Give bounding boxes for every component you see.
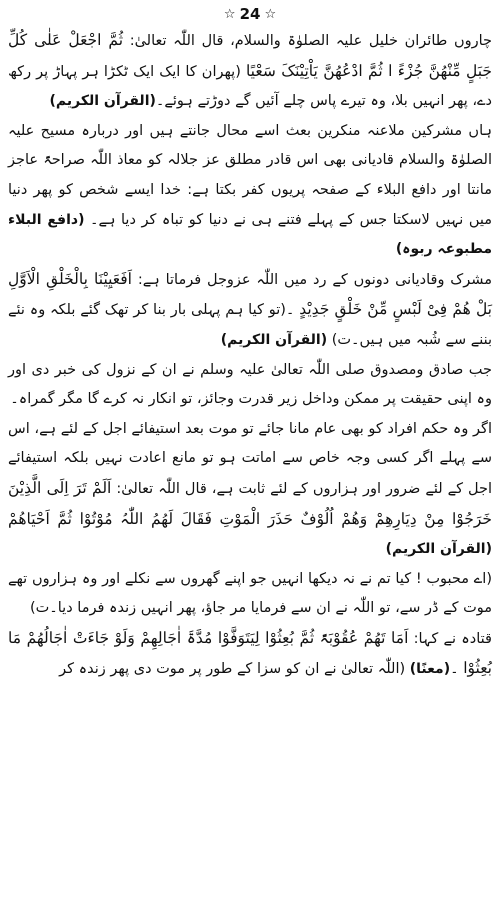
paragraph-p1 xyxy=(8,26,492,117)
star-icon: ☆ xyxy=(264,6,277,22)
paragraph-p2 xyxy=(8,117,492,265)
urdu-text: قتادہ نے کہا: xyxy=(408,630,492,647)
source-reference: (القرآن الکریم) xyxy=(385,541,492,558)
document-body xyxy=(6,26,494,685)
paragraph-p4 xyxy=(8,356,492,415)
urdu-text: (اے محبوب ! کیا تم نے نہ دیکھا انہیں جو اپنے گھروں سے نکلے اور وہ ہزاروں تھے موت کے ڈر سے، تو اللّٰہ نے ان سے فرمایا مر جاؤ، پھر انہیں زندہ فرما دیا۔ت) xyxy=(8,570,492,617)
source-reference: (القرآن الکریم) xyxy=(49,93,156,110)
paragraph-p5 xyxy=(8,415,492,565)
arabic-verse: اَمَا تَھُمْ عُقُوْبَۃً ثُمَّ بُعِثُوْا لِیَتَوَفَّوْا مُدَّۃَ اٰجَالِھِمْ وَلَوْ جَاءَتْ اٰجَالُھُمْ مَا بُعِثُوْا xyxy=(8,628,492,678)
urdu-text: (پھران کا ایک ایک ٹکڑا ہر پہاڑ پر رکھ دے، پھر انہیں بلا، وہ تیرے پاس چلے آئیں گے دوڑتے ہوئے۔ xyxy=(8,63,492,110)
page-number: 24 xyxy=(239,5,261,23)
paragraph-p3 xyxy=(8,265,492,356)
source-reference: (معنًا) xyxy=(409,661,451,678)
urdu-text: ہاں مشرکین ملاعنہ منکرین بعث اسے محال جانتے ہیں اور دربارہ مسیح علیہ الصلوٰۃ والسلام قادیانی بھی اس قادر مطلق عز جلالہ کو معاذ اللّٰہ صراحۃً عاجز مانتا اور دافع البلاء کے صفحہ پریوں کفر بکتا ہے: خدا ایسے شخص کو پھر دنیا میں نہیں لاسکتا جس کے پہلے فتنے ہی نے دنیا کو تباہ کر دیا ہے۔ xyxy=(8,122,492,228)
urdu-text: اگر وہ حکم افراد کو بھی عام مانا جائے تو موت بعد استیفائے اجل کے لئے ہے، اس سے پہلے اگر کسی وجہ خاص سے اماتت ہو تو مانع اعادت نہیں بلکہ استیفائے اجل کے لئے ضرور اور ہزاروں کے لئے ثابت ہے، قال اللّٰہ تعالیٰ: xyxy=(8,420,493,497)
page-number-header xyxy=(6,2,494,26)
source-reference: (دافع البلاء مطبوعہ ربوہ) xyxy=(8,211,492,258)
urdu-text: ۔(تو کیا ہم پہلی بار بنا کر تھک گئے بلکہ وہ نئے بننے سے شُبہ میں ہیں۔ت) xyxy=(8,302,492,348)
urdu-text: جب صادق ومصدوق صلی اللّٰہ تعالیٰ علیہ وسلم نے ان کے نزول کی خبر دی اور وہ اپنی حقیقت پر ممکن وداخل زیر قدرت وجائز، تو انکار نہ کرے گا مگر گمراہ۔ xyxy=(8,361,492,408)
source-reference: (القرآن الکریم) xyxy=(220,331,328,348)
arabic-verse: اَلَمْ تَرَ اِلَی الَّذِیْنَ خَرَجُوْا مِنْ دِیَارِھِمْ وَھُمْ اُلُوْفٌ حَذَرَ الْمَوْتِ فَقَالَ لَھُمُ اللّٰہُ مُوْتُوْا ثُمَّ اَحْیَاھُمْ xyxy=(8,478,492,528)
arabic-verse: ثُمَّ اجْعَلْ عَلٰی کُلِّ جَبَلٍ مِّنْھُنَّ جُزْءً ا ثُمَّ ادْعُھُنَّ یَاْتِیْنَکَ سَعْیًا xyxy=(8,31,492,80)
urdu-text: مشرک وقادیانی دونوں کے رد میں اللّٰہ عزوجل فرماتا ہے: xyxy=(132,271,492,288)
paragraph-p6 xyxy=(8,565,492,624)
urdu-text: (اللّٰہ تعالیٰ نے ان کو سزا کے طور پر موت دی پھر زندہ کر xyxy=(59,661,410,678)
urdu-text: چاروں طائران خلیل علیہ الصلوٰۃ والسلام، قال اللّٰہ تعالیٰ: xyxy=(123,33,492,49)
arabic-verse: اَفَعَیِیْنَا بِالْخَلْقِ الْاَوَّلِ بَلْ ھُمْ فِیْ لَبْسٍ مِّنْ خَلْقٍ جَدِیْدٍ xyxy=(8,269,492,319)
paragraph-p7 xyxy=(8,624,492,685)
star-icon: ☆ xyxy=(223,6,236,22)
document-page xyxy=(6,0,494,912)
urdu-text: ۔ xyxy=(450,661,464,678)
